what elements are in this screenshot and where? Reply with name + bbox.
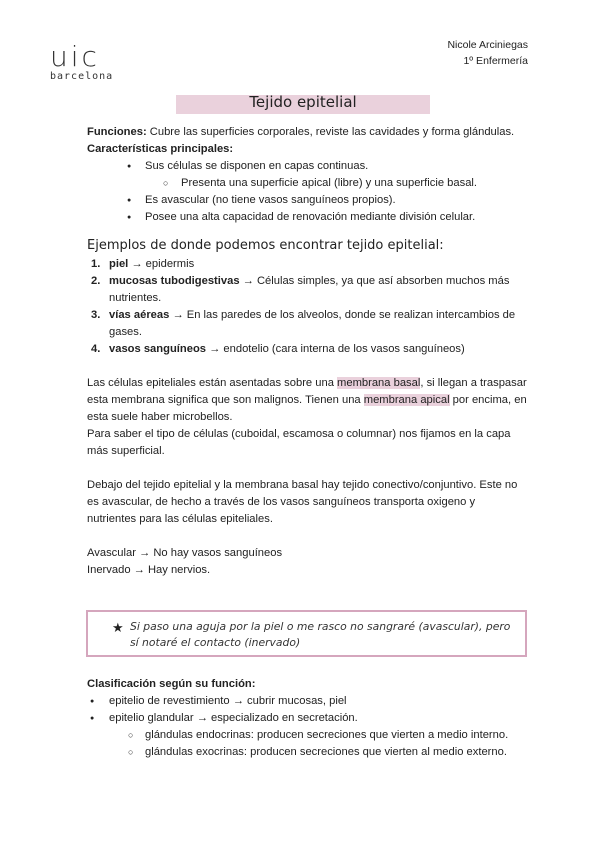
caracteristicas-list (87, 158, 527, 226)
list-item: ● Sus células se disponen en capas continuas. (87, 158, 527, 175)
list-item (87, 341, 527, 358)
item-number: 3. (91, 309, 101, 321)
text-run: , si llegan a traspasar esta membrana significa que son malignos. Tienen una (87, 377, 527, 406)
paragraph-membrana (87, 375, 527, 426)
item-term: vasos sanguíneos (109, 343, 206, 355)
funciones-line (87, 124, 527, 141)
list-item (87, 273, 527, 307)
line-avascular: Avascular → No hay vasos sanguíneos (87, 547, 283, 559)
highlight-membrana-basal: membrana basal (337, 377, 421, 389)
text-run: por encima, en esta suele haber microbellos. (87, 394, 527, 423)
spacer (87, 528, 527, 545)
list-subitem: ○ glándulas endocrinas: producen secreciones que vierten a medio interno. (87, 727, 527, 744)
caracteristicas-label-text: Características principales: (87, 143, 234, 155)
spacer (87, 460, 527, 477)
page-title: Tejido epitelial (249, 93, 357, 111)
caracteristicas-label (87, 141, 527, 158)
list-item: ● Posee una alta capacidad de renovación mediante división celular. (87, 209, 527, 226)
funciones-label: Funciones: (87, 126, 147, 138)
ejemplos-heading: Ejemplos de donde podemos encontrar tejido epitelial: (87, 238, 444, 253)
item-term: piel (109, 258, 129, 270)
list-subitem: ○ Presenta una superficie apical (libre) y una superficie basal. (87, 175, 527, 192)
clasificacion-list (87, 693, 527, 761)
list-item: ● epitelio glandular → especializado en secretación. (87, 710, 527, 727)
list-item (87, 256, 527, 273)
course-name: 1º Enfermería (463, 55, 528, 67)
item-number: 2. (91, 275, 101, 287)
item-text: → En las paredes de los alveolos, donde se realizan intercambios de gases. (109, 309, 516, 338)
paragraph-tejido-conectivo: Debajo del tejido epitelial y la membrana basal hay tejido conectivo/conjuntivo. Este no es avascular, de hecho a través de los vasos sanguíneos transporta oxigeno y nutrientes para las células epiteliales. (87, 479, 518, 525)
item-text: → endotelio (cara interna de los vasos sanguíneos) (206, 343, 465, 355)
item-term: mucosas tubodigestivas (109, 275, 240, 287)
list-subitem: ○ glándulas exocrinas: producen secreciones que vierten al medio externo. (87, 744, 527, 761)
ejemplos-list (87, 256, 527, 358)
author-name: Nicole Arciniegas (447, 39, 528, 51)
main-content (87, 124, 527, 579)
line-inervado: Inervado → Hay nervios. (87, 564, 211, 576)
item-text: → Células simples, ya que así absorben muchos más nutrientes. (109, 275, 510, 304)
highlight-membrana-apical: membrana apical (363, 394, 450, 406)
clasificacion-section (87, 676, 527, 761)
note-text: Si paso una aguja por la piel o me rasco no sangraré (avascular), pero sí notaré el contacto (inervado) (130, 620, 511, 649)
logo-subtitle: barcelona (50, 71, 114, 82)
clasificacion-label-text: Clasificación según su función: (87, 678, 256, 690)
funciones-text: Cubre las superficies corporales, reviste las cavidades y forma glándulas. (146, 126, 515, 138)
spacer (87, 358, 527, 375)
uic-logo (50, 40, 114, 82)
list-item: ● epitelio de revestimiento → cubrir mucosas, piel (87, 693, 527, 710)
star-icon: ★ (112, 620, 124, 635)
note-box (86, 610, 527, 657)
paragraph-tipo-celulas: Para saber el tipo de células (cuboidal, escamosa o columnar) nos fijamos en la capa más superficial. (87, 428, 511, 457)
item-number: 4. (91, 343, 101, 355)
list-item: ● Es avascular (no tiene vasos sanguíneos propios). (87, 192, 527, 209)
item-term: vías aéreas (109, 309, 170, 321)
item-text: → epidermis (128, 258, 195, 270)
logo-mark: uic (50, 40, 100, 73)
clasificacion-label (87, 676, 527, 693)
list-item (87, 307, 527, 341)
author-block (447, 37, 528, 69)
text-run: Las células epiteliales están asentadas sobre una (87, 377, 338, 389)
item-number: 1. (91, 258, 101, 270)
